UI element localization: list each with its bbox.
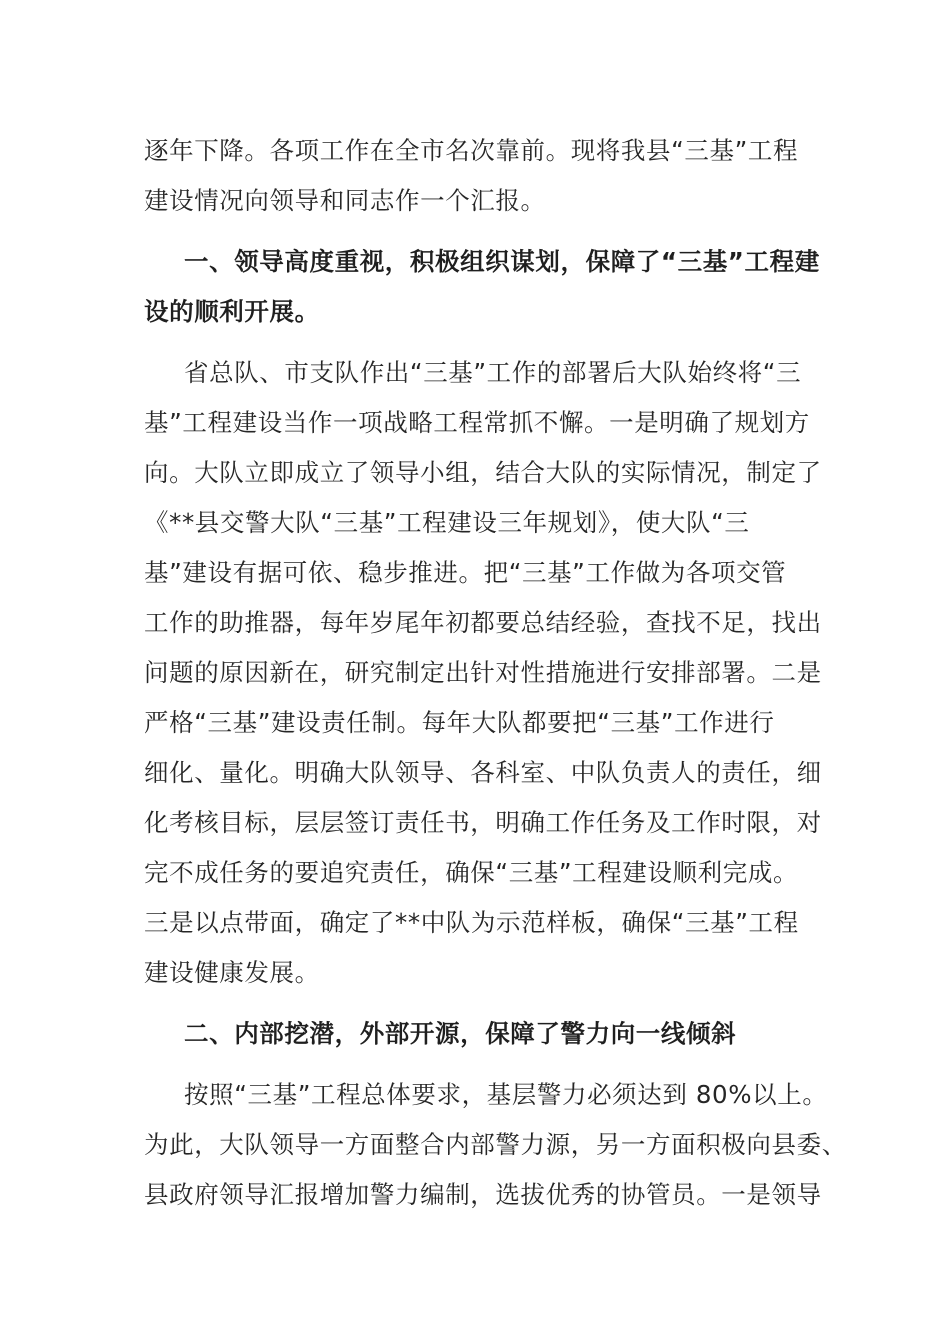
text-line: 完不成任务的要追究责任，确保“三基”工程建设顺利完成。 xyxy=(144,858,799,887)
text-line: 问题的原因新在，研究制定出针对性措施进行安排部署。二是 xyxy=(144,658,822,687)
text-line: 县政府领导汇报增加警力编制，选拔优秀的协管员。一是领导 xyxy=(144,1180,822,1209)
text-line: 化考核目标，层层签订责任书，明确工作任务及工作时限，对 xyxy=(144,808,822,837)
text-line: 严格“三基”建设责任制。每年大队都要把“三基”工作进行 xyxy=(144,708,775,737)
text-line: 《**县交警大队“三基”工程建设三年规划》，使大队“三 xyxy=(144,508,750,537)
section-heading: 设的顺利开展。 xyxy=(144,297,320,326)
section-heading: 二、内部挖潜，外部开源，保障了警力向一线倾斜 xyxy=(184,1019,737,1048)
text-line: 按照“三基”工程总体要求，基层警力必须达到 80%以上。 xyxy=(184,1080,828,1109)
text-line: 基”工程建设当作一项战略工程常抓不懈。一是明确了规划方 xyxy=(144,408,810,437)
text-line: 基”建设有据可依、稳步推进。把“三基”工作做为各项交管 xyxy=(144,558,787,587)
text-line: 三是以点带面，确定了**中队为示范样板，确保“三基”工程 xyxy=(144,908,799,937)
text-line: 建设健康发展。 xyxy=(144,958,320,987)
text-line: 工作的助推器，每年岁尾年初都要总结经验，查找不足，找出 xyxy=(144,608,822,637)
text-line: 省总队、市支队作出“三基”工作的部署后大队始终将“三 xyxy=(184,358,802,387)
text-line: 向。大队立即成立了领导小组，结合大队的实际情况，制定了 xyxy=(144,458,822,487)
text-line: 为此，大队领导一方面整合内部警力源，另一方面积极向县委、 xyxy=(144,1130,847,1159)
section-heading: 一、领导高度重视，积极组织谋划，保障了“三基”工程建 xyxy=(184,247,820,276)
text-line: 逐年下降。各项工作在全市名次靠前。现将我县“三基”工程 xyxy=(144,136,799,165)
text-line: 细化、量化。明确大队领导、各科室、中队负责人的责任，细 xyxy=(144,758,822,787)
text-line: 建设情况向领导和同志作一个汇报。 xyxy=(144,186,546,215)
